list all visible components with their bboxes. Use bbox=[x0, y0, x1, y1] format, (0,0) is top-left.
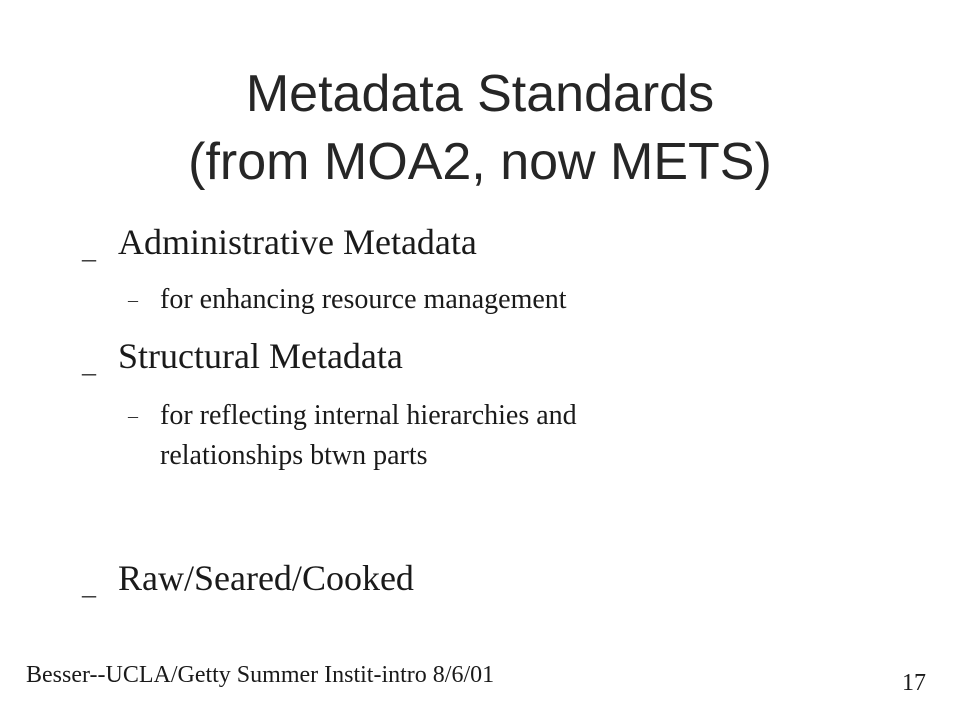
sub-bullet-marker: – bbox=[128, 289, 138, 311]
bullet-marker: _ bbox=[82, 234, 96, 265]
footer-credit: Besser--UCLA/Getty Summer Instit-intro 8/6/01 bbox=[26, 662, 495, 688]
bullet-raw-seared-cooked bbox=[82, 558, 414, 601]
bullet-marker: _ bbox=[82, 348, 96, 379]
slide-title-line-2: (from MOA2, now METS) bbox=[188, 133, 772, 191]
sub-bullet-internal-hierarchies bbox=[128, 396, 577, 476]
bullet-administrative-metadata bbox=[82, 222, 477, 265]
sub-bullet-text-line-2: relationships btwn parts bbox=[160, 440, 428, 471]
sub-bullet-resource-management bbox=[128, 280, 567, 320]
slide-number: 17 bbox=[902, 670, 926, 696]
bullet-marker: _ bbox=[82, 570, 96, 601]
sub-bullet-text: for enhancing resource management bbox=[160, 284, 567, 315]
bullet-text: Structural Metadata bbox=[118, 336, 403, 376]
bullet-text: Raw/Seared/Cooked bbox=[118, 558, 414, 598]
sub-bullet-text-line-1: for reflecting internal hierarchies and bbox=[160, 400, 577, 431]
bullet-structural-metadata bbox=[82, 336, 403, 379]
sub-bullet-marker: – bbox=[128, 405, 138, 427]
slide-title-line-1: Metadata Standards bbox=[245, 65, 715, 123]
bullet-text: Administrative Metadata bbox=[118, 222, 477, 262]
